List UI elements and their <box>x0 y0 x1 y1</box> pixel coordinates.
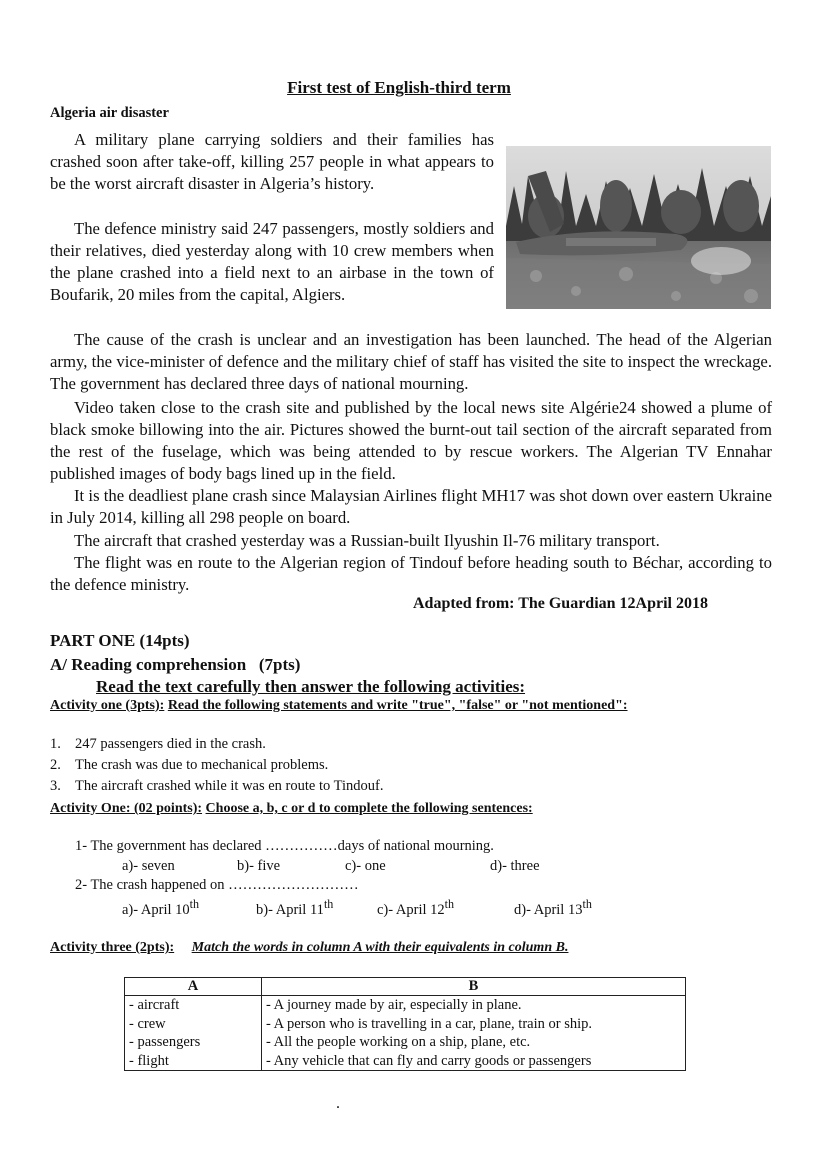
paragraph-4: Video taken close to the crash site and published by the local news site Algérie24 showed a plume of black smoke billowing into the air. Pictures showed the burnt-out tail section of the aircraft separated from the rest of the fuselage, which was being attended to by rescue workers. The Algerian TV Ennahar published images of body bags lined up in the field. <box>50 398 772 483</box>
activity-two-header <box>50 801 533 817</box>
q1-option-a: a)- seven <box>122 858 175 874</box>
matching-table <box>124 977 686 1071</box>
q2-option-d: d)- April 13th <box>514 897 592 918</box>
reading-comprehension-heading: A/ Reading comprehension (7pts) <box>50 655 301 674</box>
statement-number: 1. <box>50 736 61 752</box>
general-instruction: Read the text carefully then answer the following activities: <box>96 677 526 696</box>
paragraph-2: The defence ministry said 247 passengers, mostly soldiers and their relatives, died yesterday along with 10 crew members when the plane crashed into a field next to an airbase in the town of Boufarik, 20 miles from the capital, Algiers. <box>50 219 494 304</box>
q1-option-d: d)- three <box>490 858 540 874</box>
question-2: 2- The crash happened on ……………………… <box>75 877 359 893</box>
footer-dot: . <box>336 1095 340 1112</box>
part-one-heading: PART ONE (14pts) <box>50 631 190 650</box>
statement-3 <box>50 778 383 795</box>
column-a-header: A <box>125 978 262 996</box>
column-b-header: B <box>262 978 686 996</box>
statement-number: 2. <box>50 757 61 773</box>
activity-three-header <box>50 940 568 956</box>
statement-text: The aircraft crashed while it was en route to Tindouf. <box>75 778 384 794</box>
definition-cell: - A journey made by air, especially in plane. <box>262 996 686 1015</box>
activity-three-instruction: Match the words in column A with their equivalents in column B. <box>191 940 569 955</box>
activity-two-label: Activity One: (02 points): <box>50 801 203 816</box>
paragraph-7: The flight was en route to the Algerian region of Tindouf before heading south to Béchar, according to the defence ministry. <box>50 553 772 594</box>
word-cell: - flight <box>125 1052 262 1071</box>
table-row <box>125 1033 686 1052</box>
statement-number: 3. <box>50 778 61 794</box>
q2-option-a: a)- April 10th <box>122 897 200 918</box>
activity-one-header <box>50 698 628 714</box>
statement-text: The crash was due to mechanical problems. <box>75 757 329 773</box>
paragraph-3: The cause of the crash is unclear and an investigation has been launched. The head of the Algerian army, the vice-minister of defence and the military chief of staff has visited the site to inspect the wreckage. The government has declared three days of national mourning. <box>50 330 772 393</box>
q2-option-b: b)- April 11th <box>256 897 334 918</box>
activity-three-label: Activity three (2pts): <box>50 940 175 955</box>
paragraph-1: A military plane carrying soldiers and their families has crashed soon after take-off, killing 257 people in what appears to be the worst aircraft disaster in Algeria’s history. <box>50 130 494 193</box>
q1-option-c: c)- one <box>345 858 386 874</box>
paragraph-5: It is the deadliest plane crash since Malaysian Airlines flight MH17 was shot down over eastern Ukraine in July 2014, killing all 298 people on board. <box>50 486 772 527</box>
article-subtitle: Algeria air disaster <box>50 105 169 121</box>
paragraph-6: The aircraft that crashed yesterday was a Russian-built Ilyushin Il-76 military transport. <box>74 531 660 550</box>
table-row <box>125 996 686 1015</box>
table-header-row <box>125 978 686 996</box>
word-cell: - aircraft <box>125 996 262 1015</box>
q1-option-b: b)- five <box>237 858 281 874</box>
word-cell: - crew <box>125 1015 262 1034</box>
definition-cell: - All the people working on a ship, plane, etc. <box>262 1033 686 1052</box>
activity-two-instruction: Choose a, b, c or d to complete the following sentences: <box>205 801 533 816</box>
statement-2 <box>50 757 328 774</box>
page-title: First test of English-third term <box>287 78 511 97</box>
statement-1 <box>50 736 266 753</box>
q2-option-c: c)- April 12th <box>377 897 455 918</box>
activity-one-instruction: Read the following statements and write "true", "false" or "not mentioned": <box>167 698 628 713</box>
table-row <box>125 1052 686 1071</box>
word-cell: - passengers <box>125 1033 262 1052</box>
statement-text: 247 passengers died in the crash. <box>75 736 266 752</box>
activity-one-label: Activity one (3pts): <box>50 698 165 713</box>
definition-cell: - Any vehicle that can fly and carry goods or passengers <box>262 1052 686 1071</box>
question-1: 1- The government has declared ……………days of national mourning. <box>75 838 494 854</box>
source-citation: Adapted from: The Guardian 12April 2018 <box>413 595 708 612</box>
table-row <box>125 1015 686 1034</box>
definition-cell: - A person who is travelling in a car, plane, train or ship. <box>262 1015 686 1034</box>
plane-crash-photo-icon <box>506 146 771 309</box>
